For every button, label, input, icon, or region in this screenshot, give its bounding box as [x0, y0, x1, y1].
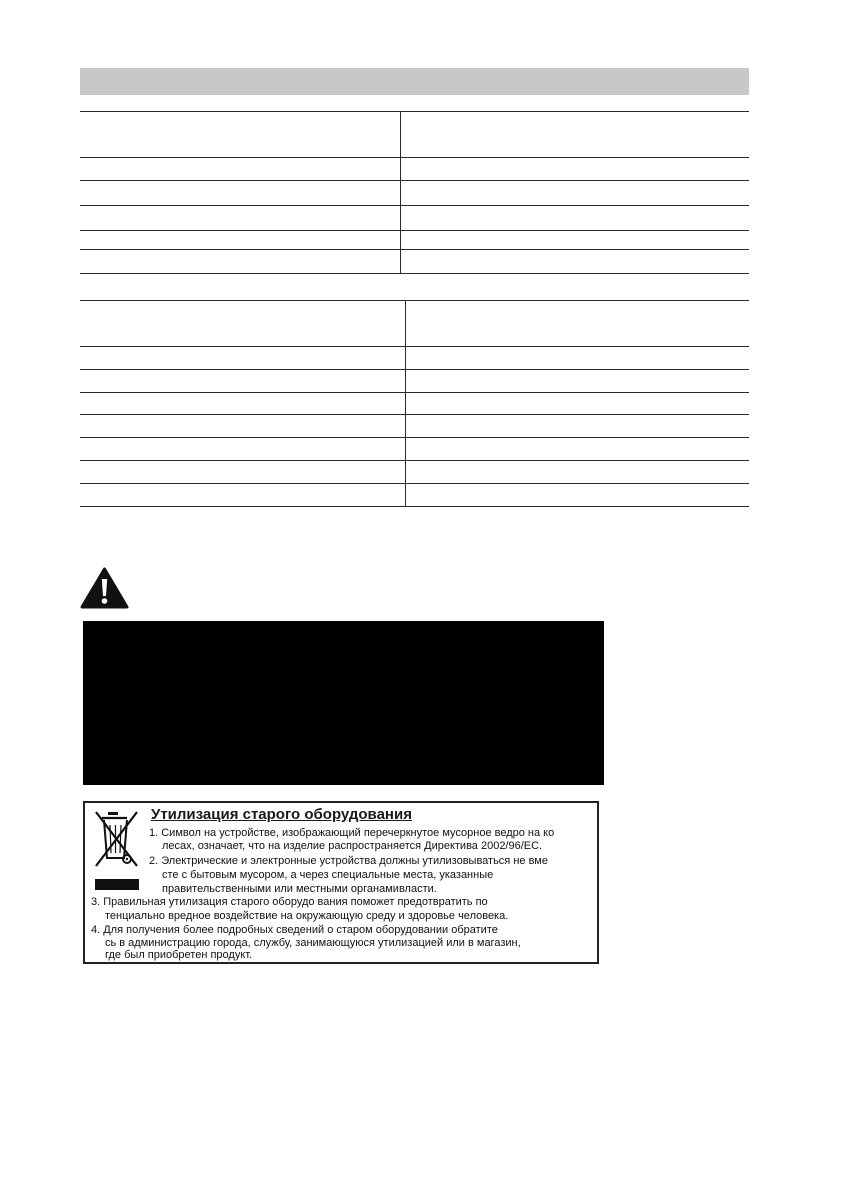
disposal-line: 4. Для получения более подробных сведений о старом оборудовании обратите — [91, 924, 498, 936]
table-cell — [80, 158, 401, 181]
disposal-line: 2. Электрические и электронные устройства должны утилизовываться не вме — [149, 855, 548, 867]
table-cell — [80, 231, 401, 250]
disposal-line: сте с бытовым мусором, а через специальные места, указанные — [162, 869, 494, 881]
disposal-title: Утилизация старого оборудования — [151, 806, 412, 823]
table-cell — [80, 250, 401, 274]
table-cell — [406, 393, 750, 415]
table-cell — [80, 438, 406, 461]
table-cell — [80, 206, 401, 231]
spec-table-1 — [80, 111, 749, 274]
disposal-line: 1. Символ на устройстве, изображающий перечеркнутое мусорное ведро на ко — [149, 827, 555, 839]
disposal-line: правительственными или местными органамивласти. — [162, 883, 437, 895]
table-cell — [406, 484, 750, 507]
table-cell — [401, 181, 750, 206]
header-bar — [80, 68, 749, 95]
table-cell — [80, 484, 406, 507]
table-cell — [406, 415, 750, 438]
table-cell — [401, 206, 750, 231]
table-cell — [80, 347, 406, 370]
table-cell — [80, 461, 406, 484]
disposal-line: 3. Правильная утилизация старого оборудо вания поможет предотвратить по — [91, 896, 488, 908]
table-cell — [80, 301, 406, 347]
table-cell — [406, 347, 750, 370]
table-cell — [406, 461, 750, 484]
table-cell — [406, 438, 750, 461]
table-cell — [401, 231, 750, 250]
disposal-line: сь в администрацию города, службу, занимающуюся утилизацией или в магазин, — [105, 937, 521, 949]
disposal-line: тенциально вредное воздействие на окружающую среду и здоровье человека. — [105, 910, 509, 922]
weee-marking-bar — [95, 879, 139, 890]
blacked-out-notice — [83, 621, 604, 785]
table-cell — [401, 158, 750, 181]
table-cell — [406, 370, 750, 393]
disposal-line: лесах, означает, что на изделие распространяется Директива 2002/96/EC. — [162, 840, 543, 852]
table-cell — [401, 250, 750, 274]
table-cell — [80, 370, 406, 393]
disposal-line: где был приобретен продукт. — [105, 949, 253, 961]
crossed-out-bin-icon — [93, 809, 139, 869]
table-cell — [80, 393, 406, 415]
table-cell — [80, 112, 401, 158]
table-cell — [401, 112, 750, 158]
table-cell — [80, 181, 401, 206]
warning-triangle-icon — [80, 567, 129, 609]
table-cell — [80, 415, 406, 438]
disposal-notice-box — [83, 801, 599, 964]
table-cell — [406, 301, 750, 347]
spec-table-2 — [80, 300, 749, 507]
